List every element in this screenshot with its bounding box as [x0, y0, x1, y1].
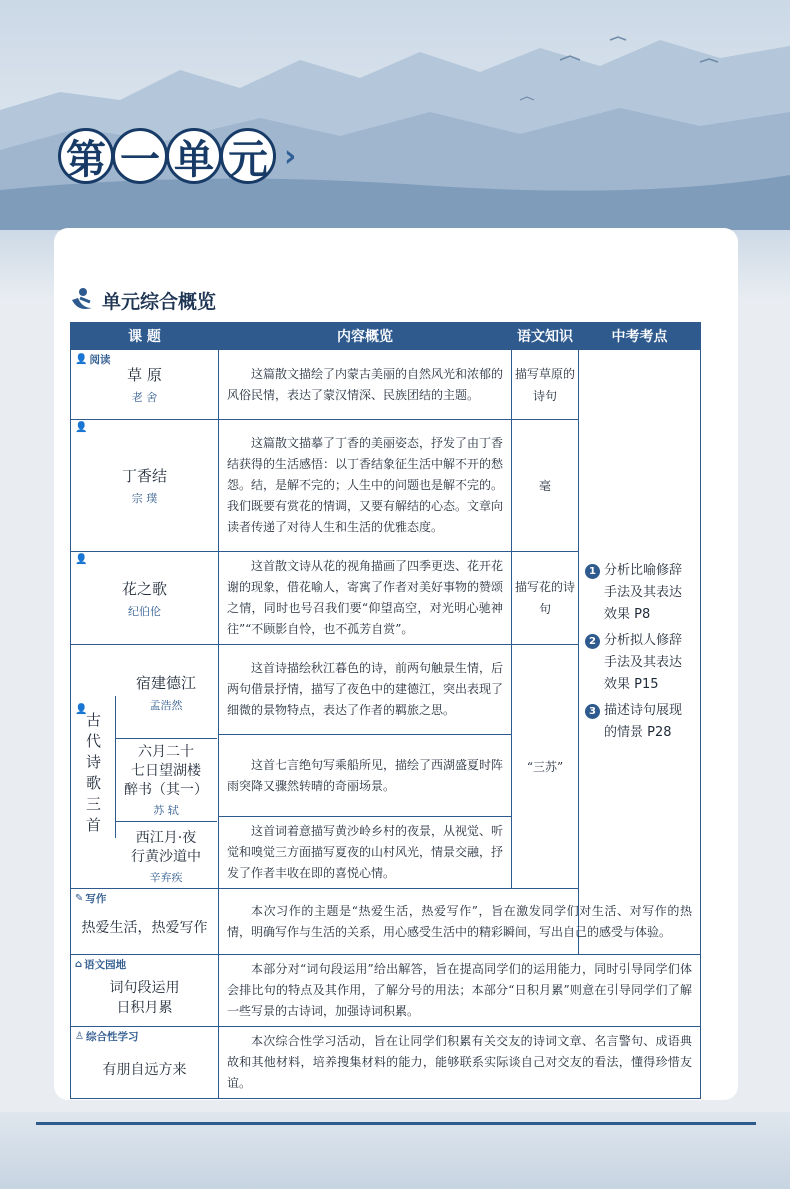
lesson-title: 丁香结: [121, 467, 167, 485]
table-row: [71, 889, 701, 955]
reading-person-icon: [68, 286, 96, 314]
exam-point: 1 分析比喻修辞手法及其表达效果 P8: [585, 560, 694, 626]
lesson-author: 纪伯伦: [128, 604, 161, 618]
poem-title-cell: [115, 822, 217, 892]
poem-titles-column: [115, 648, 217, 892]
content-summary: 这首诗描绘秋江暮色的诗，前两句触景生情，后两句借景抒情，描写了夜色中的建德江，突出表现了细微的景物特点，表达了作者的羁旅之思。: [219, 645, 512, 735]
knowledge-point: 描写花的诗句: [512, 552, 579, 645]
category-tag: [75, 422, 87, 433]
lesson-title: 热爱生活，热爱写作: [81, 919, 208, 936]
column-header-knowledge: 语文知识: [512, 323, 579, 350]
number-badge: 1: [585, 564, 600, 579]
poem-author: 辛弃疾: [149, 871, 183, 884]
poem-title: 宿建德江: [135, 673, 196, 692]
knowledge-point: “三苏”: [512, 645, 579, 889]
column-header-title: 课 题: [71, 323, 219, 350]
poem-title: 西江月·夜 行黄沙道中: [131, 830, 201, 865]
poem-author: 孟浩然: [149, 698, 183, 712]
column-header-exam: 中考考点: [579, 323, 701, 350]
table-row: [71, 1027, 701, 1099]
content-summary: 本次习作的主题是“热爱生活，热爱写作”，旨在激发同学们对生活、对写作的热情，明确写作与生活的关系，用心感受生活中的精彩瞬间，写出自己的感受与体验。: [219, 889, 701, 955]
lesson-title: 花之歌: [121, 579, 167, 598]
column-header-content: 内容概览: [219, 323, 512, 350]
poem-group-title: 👤 古代诗歌三首: [71, 696, 116, 838]
person-icon: 👤: [75, 703, 94, 715]
house-icon: ⌂: [75, 959, 83, 970]
lesson-title-cell: [71, 1027, 219, 1099]
unit-title-char: 一: [112, 128, 168, 184]
lesson-title-cell: [71, 420, 219, 552]
knowledge-point: 描写草原的诗句: [512, 350, 579, 420]
lesson-author: 宗 璞: [131, 492, 158, 505]
lesson-author: 老 舍: [131, 391, 158, 404]
category-tag: ♙ 综合性学习: [75, 1031, 139, 1043]
exam-point: 2 分析拟人修辞手法及其表达效果 P15: [585, 630, 694, 696]
content-summary: 这篇散文描摹了丁香的美丽姿态，抒发了由丁香结获得的生活感悟：以丁香结象征生活中解不开的愁怨。结，是解不完的；人生中的问题也是解不完的。我们既要有赏花的情调，又要有解结的心态。文章向读者传递了对待人生和生活的优雅态度。: [219, 420, 512, 552]
content-summary: 这首散文诗从花的视角描画了四季更迭、花开花谢的现象，借花喻人，寄寓了作者对美好事物的赞颂之情，同时也号召我们要“仰望高空，对光明心驰神往”“不顾影自怜，也不孤芳自赏”。: [219, 552, 512, 645]
number-badge: 3: [585, 704, 600, 719]
lesson-title-cell: [71, 889, 219, 955]
knowledge-point: 毫: [512, 420, 579, 552]
footer-divider: [36, 1122, 756, 1125]
lesson-title-cell: [71, 350, 219, 420]
chevron-right-icon: ›: [284, 138, 297, 174]
section-header: [68, 286, 216, 314]
table-header-row: [71, 323, 701, 350]
unit-title: [58, 128, 296, 184]
person-icon: 👤: [75, 554, 88, 565]
exam-point: 3 描述诗句展现的情景 P28: [585, 700, 694, 744]
lesson-title: 词句段运用: [109, 979, 180, 996]
content-summary: 本次综合性学习活动，旨在让同学们积累有关交友的诗词文章、名言警句、成语典故和其他材料，培养搜集材料的能力，能够联系实际谈自己对交友的看法，懂得珍惜友谊。: [219, 1027, 701, 1099]
group-icon: ♙: [75, 1031, 84, 1042]
content-summary: 这首词着意描写黄沙岭乡村的夜景，从视觉、听觉和嗅觉三方面描写夏夜的山村风光，情景交融，抒发了作者丰收在即的喜悦心情。: [219, 817, 512, 889]
poem-title-cell: [115, 648, 217, 739]
pen-icon: ✎: [75, 893, 84, 904]
category-tag: ✎ 写作: [75, 893, 107, 905]
lesson-title: 有朋自远方来: [102, 1061, 187, 1078]
unit-title-char: 第: [58, 128, 114, 184]
poem-author: 苏 轼: [153, 803, 179, 817]
lesson-title: 草 原: [127, 366, 162, 384]
lesson-title: 日积月累: [116, 999, 173, 1016]
unit-title-char: 元: [220, 128, 276, 184]
exam-points-cell: [579, 350, 701, 955]
category-tag: ⌂ 语文园地: [75, 959, 127, 971]
unit-overview-table-extra: [70, 954, 701, 1099]
content-summary: 这篇散文描绘了内蒙古美丽的自然风光和浓郁的风俗民情，表达了蒙汉情深、民族团结的主题。: [219, 350, 512, 420]
category-tag: 👤 阅读: [75, 354, 111, 366]
person-icon: 👤: [75, 354, 88, 365]
category-tag: [75, 554, 87, 565]
poem-title: 六月二十 七日望湖楼 醉书（其一）: [124, 743, 208, 798]
number-badge: 2: [585, 634, 600, 649]
unit-title-char: 单: [166, 128, 222, 184]
table-row: [71, 350, 701, 420]
person-icon: 👤: [75, 422, 88, 433]
poem-title-cell: [115, 739, 217, 822]
table-row: [71, 955, 701, 1027]
content-summary: 本部分对“词句段运用”给出解答，旨在提高同学们的运用能力，同时引导同学们体会排比句的特点及其作用，了解分号的用法；本部分“日积月累”则意在引导同学们了解一些写景的古诗词，加强诗词积累。: [219, 955, 701, 1027]
lesson-title-cell: [71, 552, 219, 645]
section-title: 单元综合概览: [102, 290, 217, 313]
lesson-title-cell: [71, 955, 219, 1027]
content-summary: 这首七言绝句写乘船所见，描绘了西湖盛夏时阵雨突降又骤然转晴的奇丽场景。: [219, 735, 512, 817]
